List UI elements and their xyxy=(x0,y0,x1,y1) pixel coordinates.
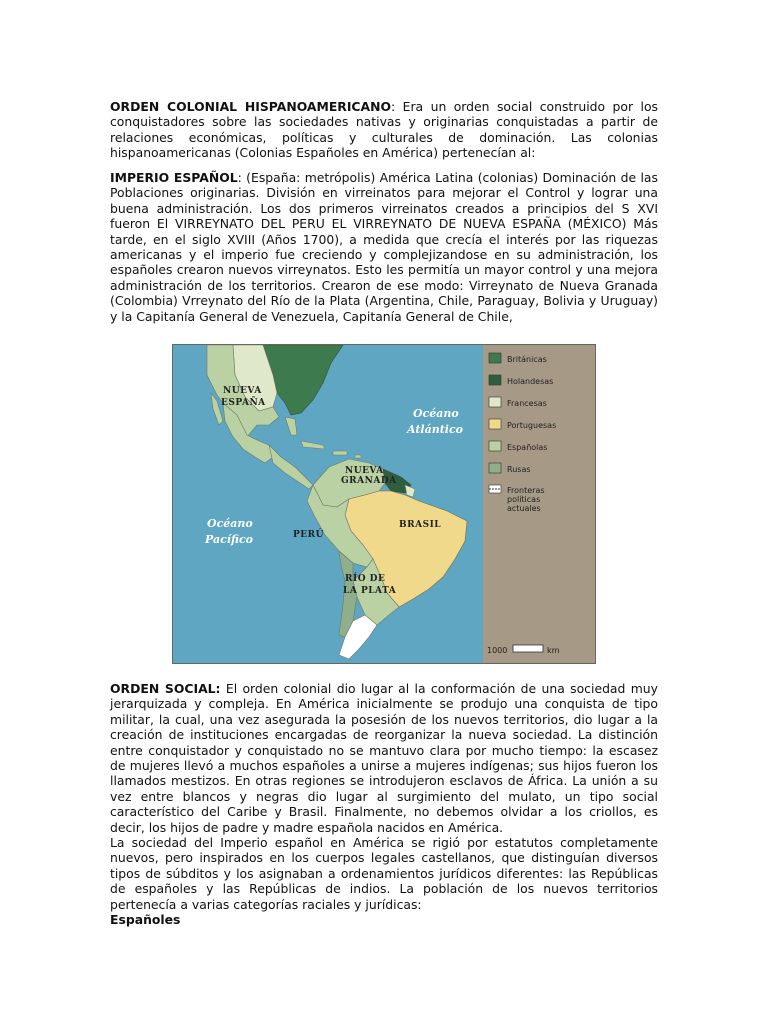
label-pacifico-1: Océano xyxy=(207,517,253,530)
colonial-america-map xyxy=(172,344,596,664)
legend-swatch-espanolas xyxy=(489,441,501,451)
label-rio-2: LA PLATA xyxy=(343,586,397,596)
orden-text-2: La sociedad del Imperio español en América se rigió por estatutos completamente nuevos, pero inspirados en los cuerpos legales castellanos, que distinguían diversos tipos de súbditos y los asignaban a ordenamientos jurídicos diferentes: las Repúblicas de españoles y las Repúblicas de indios. La población de los nuevos territorios pertenecía a varias categorías raciales y jurídicas: xyxy=(110,835,658,912)
legend-swatch-rusas xyxy=(489,463,501,473)
legend-label-portuguesas: Portuguesas xyxy=(507,421,557,430)
legend-label-rusas: Rusas xyxy=(507,465,531,474)
legend-label-politicas: políticas xyxy=(507,495,541,504)
intro-text: : Era un orden social construido por los conquistadores sobre las sociedades nativas y originarias conquistadas a partir de relaciones económicas, políticas y culturales de dominación. Las colonias hispanoamericanas (Colonias Españoles en América) pertenecían al: xyxy=(110,99,659,161)
map-svg xyxy=(173,345,596,664)
label-pacifico-2: Pacífico xyxy=(205,533,254,546)
imperio-paragraph xyxy=(110,170,658,324)
label-nueva-espana-2: ESPAÑA xyxy=(221,398,266,408)
label-nueva-granada-2: GRANADA xyxy=(341,476,397,486)
label-atlantico-1: Océano xyxy=(413,407,459,420)
imperio-text: : (España: metrópolis) América Latina (colonias) Dominación de las Poblaciones originarias. División en virreinatos para mejorar el Control y lograr una buena administración. Los dos primeros virreinatos creados a principios del S XVI fueron El VIRREYNATO DEL PERU EL VIRREYNATO DE NUEVA ESPAÑA (MÉXICO) Más tarde, en el siglo XVIII (Años 1700), a medida que crecía el interés por las riquezas americanas y el imperio fue creciendo y complejizandose en su administración, los españoles crearon nuevos virreynatos. Esto les permitía un mayor control y una mejora administración de los territorios. Crearon de ese modo: Virreynato de Nueva Granada (Colombia) Vrreynato del Río de la Plata (Argentina, Chile, Paraguay, Bolivia y Uruguay) y la Capitanía General de Venezuela, Capitanía General de Chile, xyxy=(110,170,658,324)
legend-swatch-britanicas xyxy=(489,353,501,363)
label-nueva-granada-1: NUEVA xyxy=(345,466,384,476)
legend-label-francesas: Francesas xyxy=(507,399,547,408)
label-atlantico-2: Atlántico xyxy=(407,423,464,436)
legend-swatch-portuguesas xyxy=(489,419,501,429)
imperio-heading: IMPERIO ESPAÑOL xyxy=(110,170,238,185)
legend-swatch-francesas xyxy=(489,397,501,407)
legend-label-actuales: actuales xyxy=(507,504,541,513)
legend-label-fronteras: Fronteras xyxy=(507,486,545,495)
legend-swatch-holandesas xyxy=(489,375,501,385)
intro-paragraph xyxy=(110,99,658,161)
scale-unit: km xyxy=(547,646,560,655)
legend-label-espanolas: Españolas xyxy=(507,443,548,452)
orden-heading: ORDEN SOCIAL: xyxy=(110,681,221,696)
hispaniola xyxy=(333,451,347,455)
legend-label-britanicas: Británicas xyxy=(507,355,547,364)
puerto-rico xyxy=(355,455,361,458)
legend-label-holandesas: Holandesas xyxy=(507,377,554,386)
scale-value: 1000 xyxy=(487,646,508,655)
intro-heading: ORDEN COLONIAL HISPANOAMERICANO xyxy=(110,99,392,114)
label-rio-1: RÍO DE xyxy=(345,574,386,584)
scale-bar xyxy=(513,645,543,652)
label-peru: PERÚ xyxy=(293,530,324,540)
label-nueva-espana-1: NUEVA xyxy=(223,386,262,396)
espanoles-heading: Españoles xyxy=(110,912,181,928)
orden-social-paragraph xyxy=(110,681,658,928)
orden-text-1: El orden colonial dio lugar al la conformación de una sociedad muy jerarquizada y compleja. En América inicialmente se produjo una conquista de tipo militar, la cual, una vez asegurada la posesión de los nuevos territorios, dio lugar a la creación de instituciones encargadas de reorganizar la nueva sociedad. La distinción entre conquistador y conquistado no se mantuvo clara por mucho tiempo: la escasez de mujeres llevó a muchos españoles a unirse a mujeres indígenas; sus hijos fueron los llamados mestizos. En otras regiones se introdujeron esclavos de África. La unión a su vez entre blancos y negras dio lugar al surgimiento del mulato, un tipo social característico del Caribe y Brasil. Finalmente, no debemos olvidar a los criollos, es decir, los hijos de padre y madre española nacidos en América. xyxy=(110,681,658,835)
label-brasil: BRASIL xyxy=(399,520,442,530)
